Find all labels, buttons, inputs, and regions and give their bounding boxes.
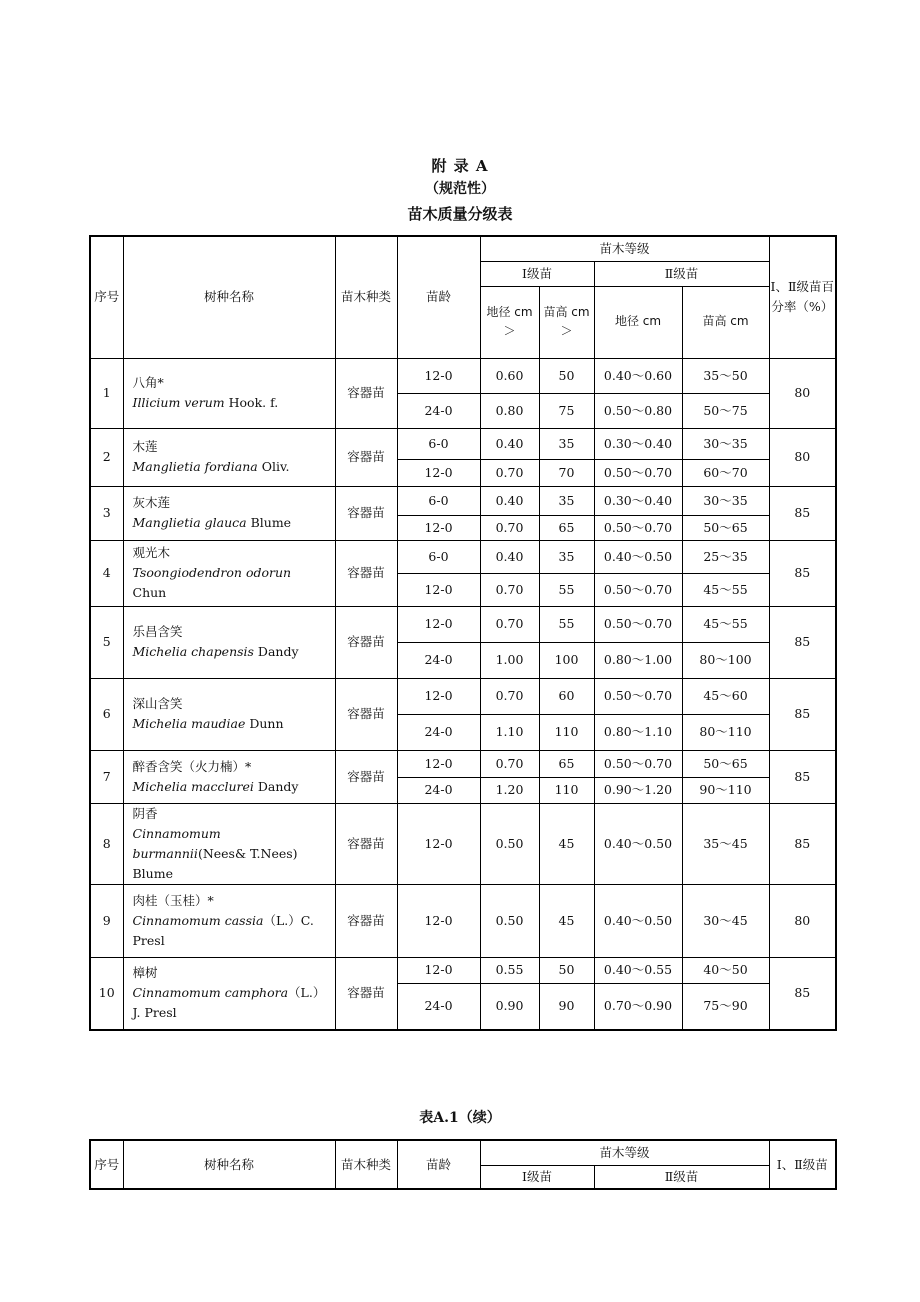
grade1-height: 45 xyxy=(539,803,594,884)
grade2-diameter: 0.70～0.90 xyxy=(594,983,682,1030)
grade2-height: 40～50 xyxy=(682,957,769,983)
grade1-diameter: 0.70 xyxy=(480,459,539,486)
row-number: 2 xyxy=(90,428,123,486)
header-grade1: Ⅰ级苗 xyxy=(480,261,594,286)
species-chinese-name: 灰木莲 xyxy=(132,495,171,510)
seedling-age: 12-0 xyxy=(397,803,480,884)
grade1-diameter: 0.80 xyxy=(480,393,539,428)
grade1-diameter: 0.40 xyxy=(480,486,539,515)
grade1-diameter: 0.70 xyxy=(480,606,539,642)
seedling-age: 24-0 xyxy=(397,777,480,803)
seedling-type: 容器苗 xyxy=(335,884,397,957)
grade1-diameter: 0.40 xyxy=(480,428,539,459)
seedling-age: 12-0 xyxy=(397,459,480,486)
species-name xyxy=(123,606,335,678)
species-author: （L.） J. Presl xyxy=(132,985,326,1021)
grade2-height: 90～110 xyxy=(682,777,769,803)
species-author: Dandy xyxy=(253,778,299,794)
grade1-height: 55 xyxy=(539,606,594,642)
grade1-height: 90 xyxy=(539,983,594,1030)
grade2-height: 45～55 xyxy=(682,573,769,606)
header-grade: 苗木等级 xyxy=(480,236,769,261)
grade2-height: 45～60 xyxy=(682,678,769,714)
species-latin-name: Michelia maudiae xyxy=(132,716,246,731)
species-latin-name: Cinnamomum cassia xyxy=(132,912,264,928)
qualified-percent: 85 xyxy=(769,803,836,884)
table-title: 苗木质量分级表 xyxy=(407,205,513,223)
header-type: 苗木种类 xyxy=(335,236,397,358)
table-row xyxy=(90,540,836,573)
qualified-percent: 80 xyxy=(769,358,836,428)
grade2-diameter: 0.80～1.00 xyxy=(594,642,682,678)
species-chinese-name: 醉香含笑（火力楠）* xyxy=(132,758,252,774)
qualified-percent: 85 xyxy=(769,606,836,678)
species-latin-name: Tsoongiodendron odorun xyxy=(132,565,292,580)
appendix-title: 附 录 A xyxy=(431,157,489,175)
species-latin-name: Illicium verum xyxy=(132,395,225,410)
grade2-height: 80～110 xyxy=(682,714,769,750)
grade1-height: 50 xyxy=(539,358,594,393)
species-latin-name: Michelia macclurei xyxy=(132,778,254,794)
grade2-height: 80～100 xyxy=(682,642,769,678)
seedling-type: 容器苗 xyxy=(335,428,397,486)
grade2-height: 35～45 xyxy=(682,803,769,884)
grade2-diameter: 0.40～0.55 xyxy=(594,957,682,983)
species-latin-name: Michelia chapensis xyxy=(132,644,254,659)
seedling-age: 12-0 xyxy=(397,606,480,642)
grade1-diameter: 0.55 xyxy=(480,957,539,983)
seedling-type: 容器苗 xyxy=(335,486,397,540)
table-row xyxy=(90,884,836,957)
grade2-diameter: 0.50～0.80 xyxy=(594,393,682,428)
seedling-age: 12-0 xyxy=(397,750,480,777)
species-latin-name: Manglietia glauca xyxy=(132,515,247,530)
grading-table xyxy=(89,235,837,1031)
grade2-diameter: 0.40～0.50 xyxy=(594,540,682,573)
grade2-diameter: 0.50～0.70 xyxy=(594,678,682,714)
grade2-height: 50～65 xyxy=(682,515,769,540)
grade1-diameter: 1.00 xyxy=(480,642,539,678)
species-chinese-name: 八角* xyxy=(132,375,164,390)
species-chinese-name: 乐昌含笑 xyxy=(132,624,183,639)
header-g1-height: 苗高 cm ＞ xyxy=(539,286,594,358)
species-author: Dandy xyxy=(253,644,299,659)
table-row xyxy=(90,358,836,393)
seedling-age: 24-0 xyxy=(397,393,480,428)
species-chinese-name: 观光木 xyxy=(132,545,171,560)
header-g2-diameter: 地径 cm xyxy=(594,286,682,358)
grade2-diameter: 0.50～0.70 xyxy=(594,459,682,486)
species-chinese-name: 樟树 xyxy=(132,965,158,981)
header-percent: Ⅰ、Ⅱ级苗百分率（%） xyxy=(769,236,836,358)
grade1-diameter: 0.70 xyxy=(480,515,539,540)
species-latin-name: Manglietia fordiana xyxy=(132,459,258,474)
header-percent: Ⅰ、Ⅱ级苗 xyxy=(769,1140,836,1189)
seedling-type: 容器苗 xyxy=(335,957,397,1030)
grade2-diameter: 0.30～0.40 xyxy=(594,486,682,515)
grade1-height: 65 xyxy=(539,515,594,540)
seedling-type: 容器苗 xyxy=(335,606,397,678)
seedling-age: 24-0 xyxy=(397,983,480,1030)
grade2-diameter: 0.50～0.70 xyxy=(594,515,682,540)
header-species: 树种名称 xyxy=(123,236,335,358)
header-type: 苗木种类 xyxy=(335,1140,397,1189)
table-row xyxy=(90,678,836,714)
row-number: 3 xyxy=(90,486,123,540)
qualified-percent: 85 xyxy=(769,540,836,606)
grade1-height: 65 xyxy=(539,750,594,777)
seedling-age: 6-0 xyxy=(397,428,480,459)
row-number: 1 xyxy=(90,358,123,428)
grade1-diameter: 0.70 xyxy=(480,678,539,714)
species-author: Blume xyxy=(246,515,292,530)
species-author: Oliv. xyxy=(257,459,290,474)
grade2-diameter: 0.50～0.70 xyxy=(594,573,682,606)
grade2-height: 60～70 xyxy=(682,459,769,486)
grade1-diameter: 1.20 xyxy=(480,777,539,803)
grade2-height: 30～35 xyxy=(682,428,769,459)
species-author: Hook. f. xyxy=(224,395,279,410)
species-name xyxy=(123,884,335,957)
species-name xyxy=(123,803,335,884)
header-age: 苗龄 xyxy=(397,236,480,358)
header-g2-height: 苗高 cm xyxy=(682,286,769,358)
seedling-type: 容器苗 xyxy=(335,803,397,884)
row-number: 5 xyxy=(90,606,123,678)
seedling-type: 容器苗 xyxy=(335,750,397,803)
grade1-height: 55 xyxy=(539,573,594,606)
grade1-diameter: 1.10 xyxy=(480,714,539,750)
species-name xyxy=(123,957,335,1030)
header-grade2: Ⅱ级苗 xyxy=(594,1165,769,1189)
qualified-percent: 85 xyxy=(769,678,836,750)
grade2-height: 30～45 xyxy=(682,884,769,957)
grade1-height: 110 xyxy=(539,777,594,803)
table-row xyxy=(90,803,836,884)
grade1-diameter: 0.70 xyxy=(480,750,539,777)
qualified-percent: 80 xyxy=(769,428,836,486)
seedling-type: 容器苗 xyxy=(335,540,397,606)
grade2-height: 50～75 xyxy=(682,393,769,428)
grade2-diameter: 0.40～0.50 xyxy=(594,884,682,957)
grade2-diameter: 0.50～0.70 xyxy=(594,750,682,777)
species-author: Dunn xyxy=(245,716,284,731)
grade1-diameter: 0.50 xyxy=(480,884,539,957)
seedling-type: 容器苗 xyxy=(335,678,397,750)
header-species: 树种名称 xyxy=(123,1140,335,1189)
species-chinese-name: 深山含笑 xyxy=(132,696,183,711)
row-number: 4 xyxy=(90,540,123,606)
qualified-percent: 85 xyxy=(769,957,836,1030)
grade1-height: 45 xyxy=(539,884,594,957)
header-grade: 苗木等级 xyxy=(480,1140,769,1165)
grade1-height: 110 xyxy=(539,714,594,750)
table-row xyxy=(90,606,836,642)
grade1-diameter: 0.50 xyxy=(480,803,539,884)
row-number: 10 xyxy=(90,957,123,1030)
species-author: （L.）C. Presl xyxy=(132,912,314,948)
qualified-percent: 85 xyxy=(769,750,836,803)
species-name xyxy=(123,486,335,540)
row-number: 8 xyxy=(90,803,123,884)
grade2-height: 45～55 xyxy=(682,606,769,642)
seedling-type: 容器苗 xyxy=(335,358,397,428)
seedling-age: 12-0 xyxy=(397,957,480,983)
header-no: 序号 xyxy=(90,1140,123,1189)
seedling-age: 6-0 xyxy=(397,540,480,573)
header-g1-diameter: 地径 cm ＞ xyxy=(480,286,539,358)
species-name xyxy=(123,540,335,606)
species-latin-name: Cinnamomum camphora xyxy=(132,985,289,1001)
table-row xyxy=(90,428,836,459)
grade1-height: 70 xyxy=(539,459,594,486)
grade1-diameter: 0.40 xyxy=(480,540,539,573)
species-name xyxy=(123,358,335,428)
header-grade1: Ⅰ级苗 xyxy=(480,1165,594,1189)
grade1-diameter: 0.90 xyxy=(480,983,539,1030)
qualified-percent: 80 xyxy=(769,884,836,957)
species-author: Chun xyxy=(132,585,167,600)
seedling-age: 12-0 xyxy=(397,573,480,606)
seedling-age: 12-0 xyxy=(397,678,480,714)
seedling-age: 24-0 xyxy=(397,714,480,750)
seedling-age: 12-0 xyxy=(397,358,480,393)
species-author: (Nees& T.Nees) Blume xyxy=(132,845,298,881)
header-age: 苗龄 xyxy=(397,1140,480,1189)
species-name xyxy=(123,678,335,750)
species-name xyxy=(123,750,335,803)
qualified-percent: 85 xyxy=(769,486,836,540)
seedling-age: 24-0 xyxy=(397,642,480,678)
grade2-height: 35～50 xyxy=(682,358,769,393)
table-row xyxy=(90,957,836,983)
grade1-height: 35 xyxy=(539,540,594,573)
grading-table-continued xyxy=(89,1139,837,1190)
grade2-height: 50～65 xyxy=(682,750,769,777)
header-grade2: Ⅱ级苗 xyxy=(594,261,769,286)
grade2-diameter: 0.40～0.60 xyxy=(594,358,682,393)
grade2-diameter: 0.50～0.70 xyxy=(594,606,682,642)
row-number: 9 xyxy=(90,884,123,957)
grade2-height: 25～35 xyxy=(682,540,769,573)
species-chinese-name: 肉桂（玉桂）* xyxy=(132,892,214,908)
species-name xyxy=(123,428,335,486)
grade1-height: 75 xyxy=(539,393,594,428)
grade1-diameter: 0.70 xyxy=(480,573,539,606)
seedling-age: 6-0 xyxy=(397,486,480,515)
grade2-height: 30～35 xyxy=(682,486,769,515)
grade2-diameter: 0.30～0.40 xyxy=(594,428,682,459)
seedling-age: 12-0 xyxy=(397,884,480,957)
grade1-height: 35 xyxy=(539,486,594,515)
table-row xyxy=(90,486,836,515)
grade1-height: 100 xyxy=(539,642,594,678)
grade2-diameter: 0.90～1.20 xyxy=(594,777,682,803)
grade2-diameter: 0.40～0.50 xyxy=(594,803,682,884)
grade1-height: 60 xyxy=(539,678,594,714)
grade2-diameter: 0.80～1.10 xyxy=(594,714,682,750)
grade1-height: 35 xyxy=(539,428,594,459)
grade2-height: 75～90 xyxy=(682,983,769,1030)
row-number: 7 xyxy=(90,750,123,803)
header-no: 序号 xyxy=(90,236,123,358)
table-row xyxy=(90,750,836,777)
species-latin-name: Cinnamomum burmannii xyxy=(132,825,221,861)
species-chinese-name: 木莲 xyxy=(132,439,158,454)
continued-title: 表A.1（续） xyxy=(419,1110,501,1126)
normative-label: （规范性） xyxy=(425,181,495,197)
row-number: 6 xyxy=(90,678,123,750)
seedling-age: 12-0 xyxy=(397,515,480,540)
grade1-diameter: 0.60 xyxy=(480,358,539,393)
species-chinese-name: 阴香 xyxy=(132,805,158,821)
grade1-height: 50 xyxy=(539,957,594,983)
